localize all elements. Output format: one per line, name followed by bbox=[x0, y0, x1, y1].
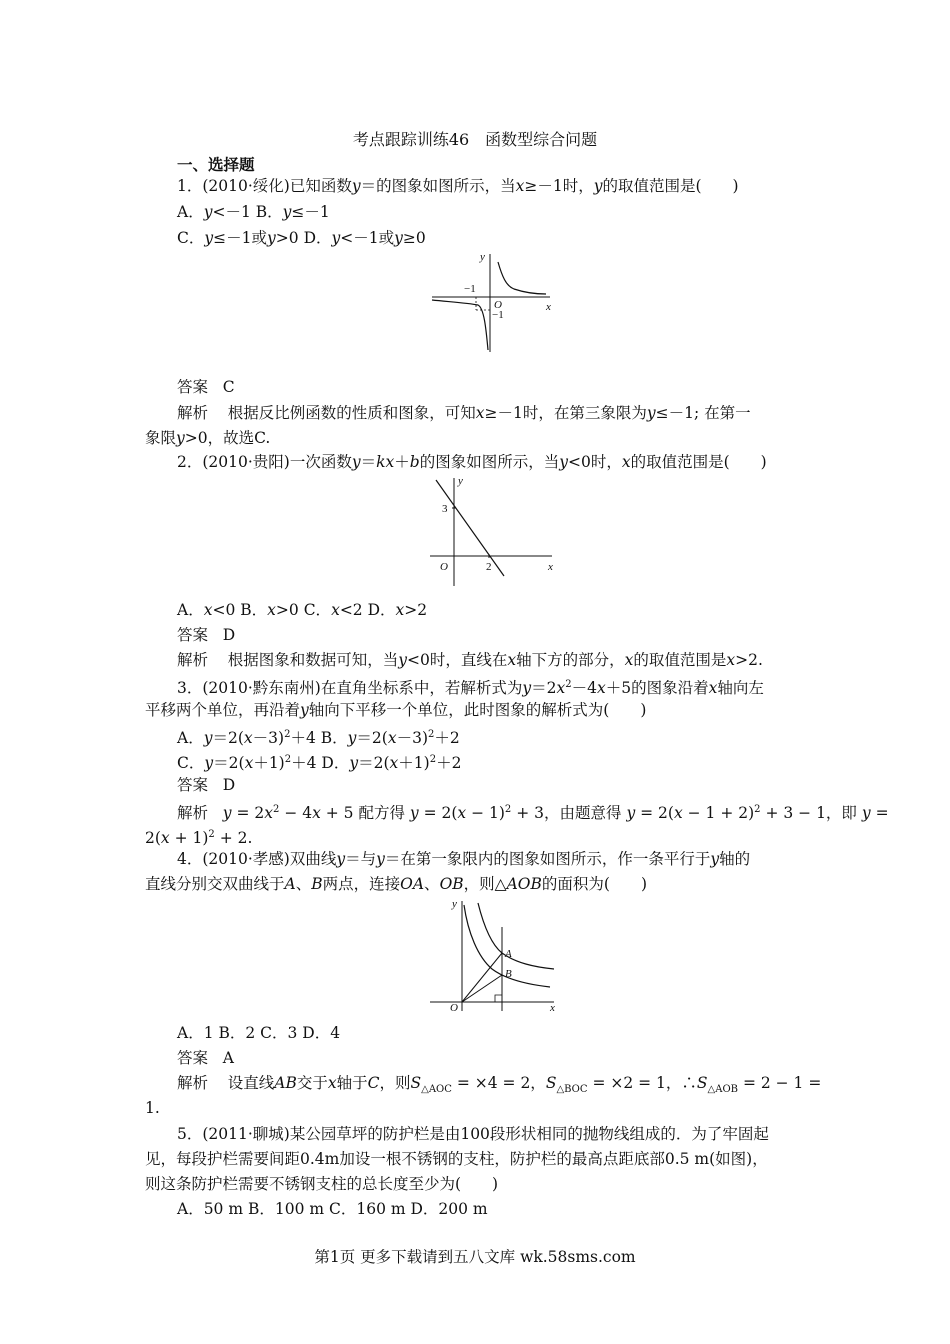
fig2-three-label: 3 bbox=[442, 503, 448, 515]
fig1-y-label: y bbox=[480, 251, 485, 263]
q1-hyperbola-figure bbox=[428, 248, 558, 354]
q1-answer: 答案 C bbox=[177, 378, 235, 396]
q1-options-ab: A．y<－1 B．y≤－1 bbox=[177, 203, 330, 221]
q1-options-cd: C．y≤－1或y>0 D．y<－1或y≥0 bbox=[177, 229, 426, 247]
section-heading: 一、选择题 bbox=[177, 155, 255, 174]
hyperbola-branch-q3 bbox=[432, 300, 488, 350]
q4-stem-line1: 4．(2010·孝感)双曲线y＝与y＝在第一象限内的图象如图所示，作一条平行于y轴的 bbox=[177, 850, 751, 868]
fig1-origin-label: O bbox=[494, 299, 502, 311]
q5-stem-line1: 5．(2011·聊城)某公园草坪的防护栏是由100段形状相同的抛物线组成的．为了牢固起 bbox=[177, 1125, 769, 1143]
q3-options-ab: A．$y=2(x-3)^2+4$ B．$y=2(x-3)^2+2$ bbox=[177, 729, 460, 748]
q2-stem: 2．(2010·贵阳)一次函数y＝kx＋b的图象如图所示，当y<0时，x的取值范围是( ) bbox=[177, 453, 767, 471]
fig1-minus1-y-label: −1 bbox=[492, 309, 504, 321]
page-title: 考点跟踪训练46 函数型综合问题 bbox=[352, 130, 598, 149]
fig4-origin-label: O bbox=[450, 1002, 458, 1014]
segment-OB bbox=[462, 975, 502, 1002]
fig4-y-label: y bbox=[452, 898, 457, 910]
q1-analysis-line2: 象限y>0，故选C. bbox=[145, 429, 271, 447]
q2-line-figure bbox=[428, 472, 558, 590]
fig2-x-label: x bbox=[548, 561, 553, 573]
q5-stem-line2: 见，每段护栏需要间距0.4m加设一根不锈钢的支柱，防护栏的最高点距底部0.5 m(如图)， bbox=[145, 1150, 768, 1168]
q1-stem: 1．(2010·绥化)已知函数y＝的图象如图所示，当x≥－1时，y的取值范围是( ) bbox=[177, 177, 739, 195]
q4-answer: 答案 A bbox=[177, 1049, 234, 1067]
hyperbola-outer bbox=[478, 903, 554, 969]
q4-hyperbolas-figure bbox=[428, 897, 560, 1015]
q2-options: A．x<0 B．x>0 C．x<2 D．x>2 bbox=[177, 601, 428, 619]
fig1-x-label: x bbox=[546, 301, 551, 313]
q2-analysis: 解析 根据图象和数据可知，当y<0时，直线在x轴下方的部分，x的取值范围是x>2. bbox=[177, 651, 763, 669]
q5-options: A．50 m B．100 m C．160 m D．200 m bbox=[177, 1200, 488, 1218]
q4-options: A．1 B．2 C．3 D．4 bbox=[177, 1024, 341, 1042]
q4-analysis-line1: 解析 设直线AB交于x轴于C，则$S_{\triangle AOC} = \times 4 = 2$，$S_{\triangle BOC} = \times 2 = 1$，$\therefore S_{\triangle AOB} = 2 - 1$ = bbox=[177, 1074, 822, 1096]
fig1-minus1-x-label: −1 bbox=[464, 283, 476, 295]
fig4-point-b-label: B bbox=[505, 968, 512, 980]
fig2-origin-label: O bbox=[440, 561, 448, 573]
page-footer: 第1页 更多下载请到五八文库 wk.58sms.com bbox=[314, 1248, 636, 1266]
fig2-y-label: y bbox=[458, 475, 463, 487]
q3-answer: 答案 D bbox=[177, 776, 236, 794]
right-angle-mark bbox=[495, 995, 502, 1002]
fig4-x-label: x bbox=[550, 1002, 555, 1014]
q5-stem-line3: 则这条防护栏需要不锈钢支柱的总长度至少为( ) bbox=[145, 1175, 499, 1193]
q3-stem-line1: 3．(2010·黔东南州)在直角坐标系中，若解析式为$y=2x^2-4x+5$的图象沿着x轴向左 bbox=[177, 679, 764, 698]
q3-analysis-line2: $2(x + 1)^2 + 2$. bbox=[145, 829, 253, 848]
q3-analysis-line1: 解析 $y = 2x^2 - 4x + 5$ 配方得 $y = 2(x - 1)^2 + 3$，由题意得 $y = 2(x - 1 + 2)^2 + 3 - 1$，即 y = bbox=[177, 804, 889, 823]
hyperbola-branch-q1 bbox=[498, 262, 546, 294]
q4-analysis-line2: 1. bbox=[145, 1099, 160, 1117]
fig2-two-label: 2 bbox=[486, 561, 492, 573]
q2-answer: 答案 D bbox=[177, 626, 236, 644]
q4-stem-line2: 直线分别交双曲线于A、B两点，连接OA、OB，则△AOB的面积为( ) bbox=[145, 875, 647, 893]
q3-stem-line2: 平移两个单位，再沿着y轴向下平移一个单位，此时图象的解析式为( ) bbox=[145, 701, 647, 719]
q1-analysis-line1: 解析 根据反比例函数的性质和图象，可知x≥－1时，在第三象限为y≤－1; 在第一 bbox=[177, 404, 751, 422]
fig4-point-a-label: A bbox=[505, 948, 512, 960]
q3-options-cd: C．$y=2(x+1)^2+4$ D．$y=2(x+1)^2+2$ bbox=[177, 754, 462, 773]
